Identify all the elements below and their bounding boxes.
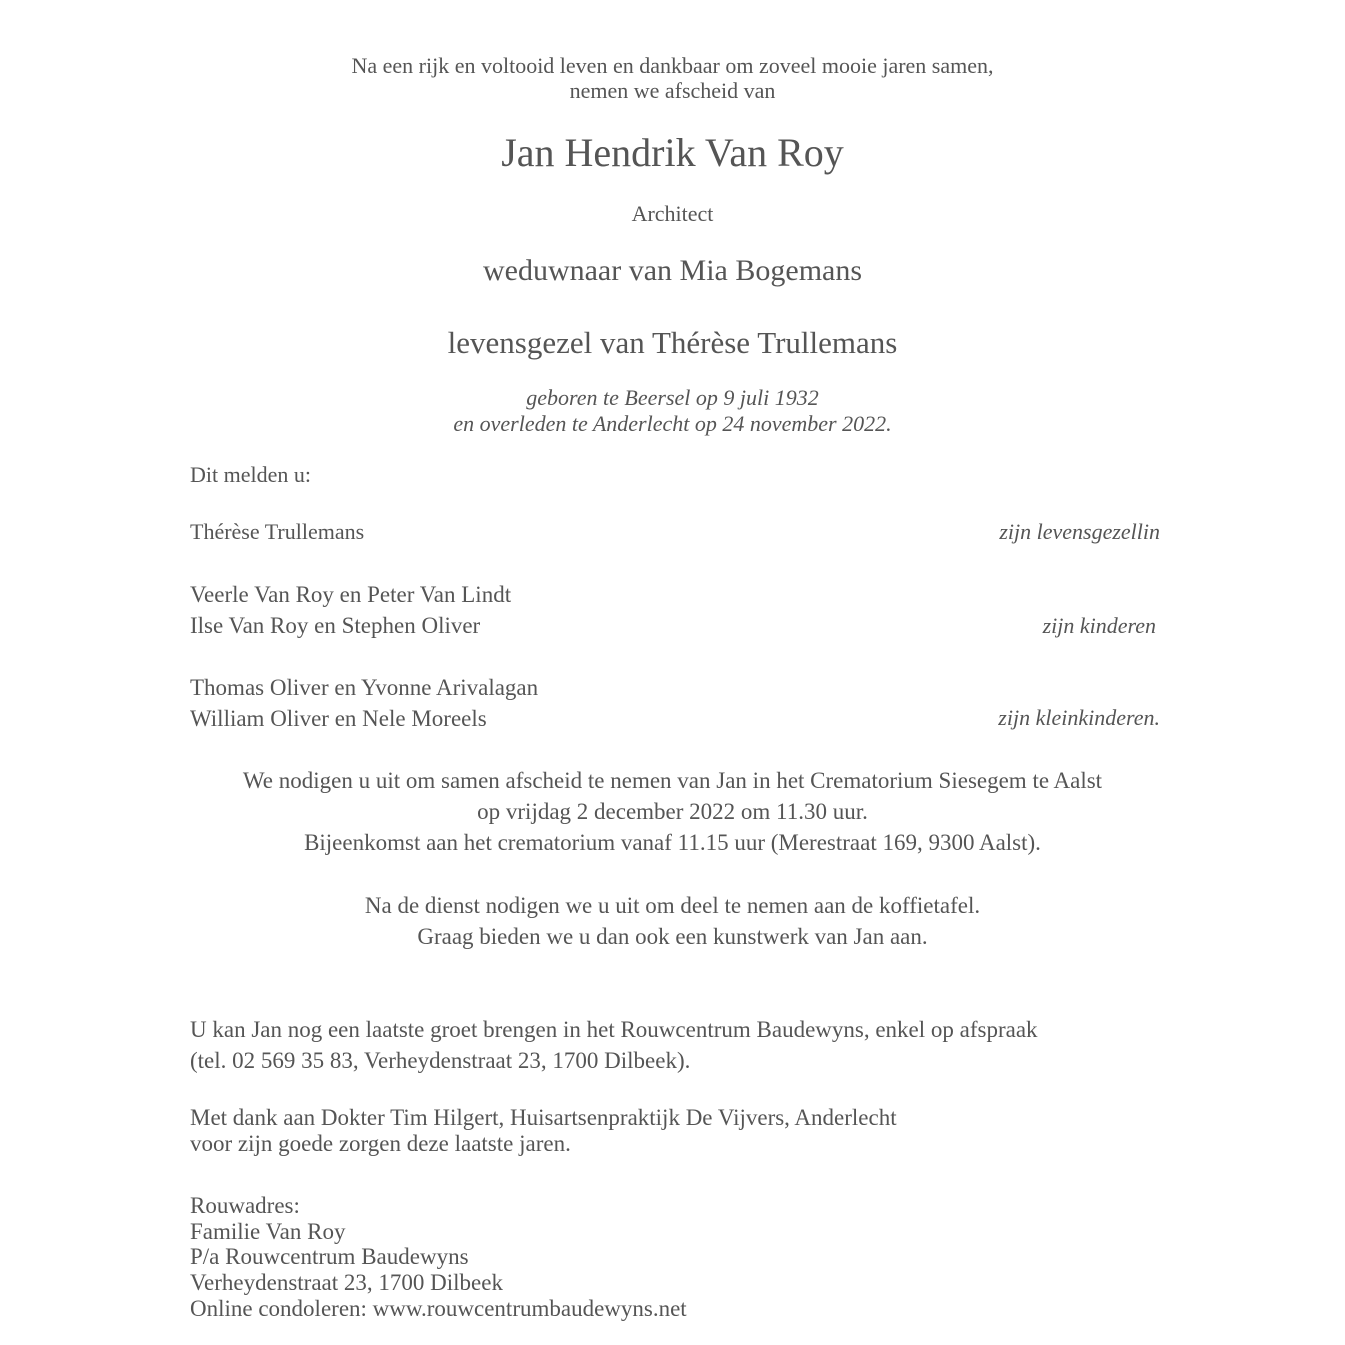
ceremony-line-5: Graag bieden we u dan ook een kunstwerk van Jan aan.	[417, 924, 928, 949]
announcer-name: Ilse Van Roy en Stephen Oliver	[190, 613, 481, 638]
widower-of: weduwnaar van Mia Bogemans	[482, 254, 863, 287]
address-line-4: Online condoleren: www.rouwcentrumbaudewyns.net	[190, 1296, 687, 1321]
thanks-line-1: Met dank aan Dokter Tim Hilgert, Huisartsenpraktijk De Vijvers, Anderlecht	[190, 1105, 897, 1130]
visit-line-2: (tel. 02 569 35 83, Verheydenstraat 23, 1700 Dilbeek).	[190, 1048, 691, 1073]
address-line-2: P/a Rouwcentrum Baudewyns	[190, 1244, 469, 1269]
address-label: Rouwadres:	[190, 1193, 300, 1218]
announcer-relation: zijn kinderen	[1042, 613, 1156, 638]
announcer-relation: zijn kleinkinderen.	[998, 705, 1160, 730]
intro-line-2: nemen we afscheid van	[569, 78, 776, 103]
birth-line: geboren te Beersel op 9 juli 1932	[526, 385, 819, 410]
deceased-name: Jan Hendrik Van Roy	[501, 130, 844, 175]
intro-line-1: Na een rijk en voltooid leven en dankbaar om zoveel mooie jaren samen,	[351, 53, 994, 78]
ceremony-line-1: We nodigen u uit om samen afscheid te nemen van Jan in het Crematorium Siesegem te Aalst	[242, 768, 1103, 793]
announcer-name: William Oliver en Nele Moreels	[190, 706, 487, 731]
death-line: en overleden te Anderlecht op 24 november 2022.	[453, 411, 892, 436]
announcer-name: Veerle Van Roy en Peter Van Lindt	[190, 582, 512, 607]
address-line-1: Familie Van Roy	[190, 1219, 346, 1244]
deceased-profession: Architect	[631, 201, 714, 226]
announcer-relation: zijn levensgezellin	[999, 519, 1160, 544]
ceremony-line-3: Bijeenkomst aan het crematorium vanaf 11.15 uur (Merestraat 169, 9300 Aalst).	[304, 830, 1041, 855]
announcer-name: Thomas Oliver en Yvonne Arivalagan	[190, 675, 539, 700]
ceremony-line-2: op vrijdag 2 december 2022 om 11.30 uur.	[477, 799, 868, 824]
visit-line-1: U kan Jan nog een laatste groet brengen in het Rouwcentrum Baudewyns, enkel op afspraak	[190, 1017, 1038, 1042]
ceremony-line-4: Na de dienst nodigen we u uit om deel te nemen aan de koffietafel.	[364, 893, 981, 918]
partner-of: levensgezel van Thérèse Trullemans	[447, 325, 898, 360]
address-line-3: Verheydenstraat 23, 1700 Dilbeek	[190, 1270, 503, 1295]
announcers-intro: Dit melden u:	[190, 462, 311, 487]
announcer-name: Thérèse Trullemans	[190, 519, 365, 544]
thanks-line-2: voor zijn goede zorgen deze laatste jaren.	[190, 1131, 571, 1156]
